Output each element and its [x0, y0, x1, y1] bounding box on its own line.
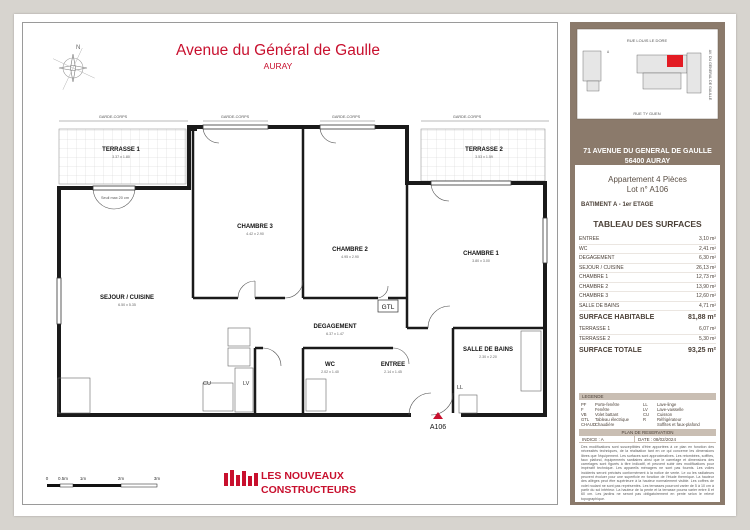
- address-line2: 56400 AURAY: [624, 158, 671, 165]
- site-minimap: [571, 23, 724, 125]
- terrace-row-name: TERRASSE 2: [579, 335, 611, 342]
- minimap-street-side: AV. DU GENERAL DE GAULLE: [708, 49, 712, 101]
- brand-logo: [224, 470, 356, 496]
- minimap-building-a-label: A: [607, 50, 610, 54]
- surface-row-name: WC: [579, 245, 588, 252]
- garde-corps-labels: [99, 115, 482, 119]
- scale-tick-0: 0: [45, 476, 49, 481]
- seuil-label: Seuil max 20 cm: [100, 196, 130, 200]
- surface-row-name: ENTREE: [579, 236, 600, 242]
- fixture-label-lv: LV: [243, 381, 250, 387]
- surface-row: ENTREE 3,10 m²: [579, 235, 716, 245]
- surface-row: CHAMBRE 2 13,90 m²: [579, 283, 716, 293]
- plan-subtitle: AURAY: [263, 61, 293, 71]
- surfaces-table: [579, 235, 716, 358]
- lot-marker-label: A106: [429, 424, 447, 431]
- surfaces-title: TABLEAU DES SURFACES: [593, 219, 702, 229]
- indice-label: INDICE : A: [582, 437, 604, 442]
- scale-tick-2: 2m: [117, 476, 125, 481]
- panel-content: [575, 165, 720, 502]
- apartment-type: Appartement 4 Pièces: [608, 175, 687, 184]
- floor-plan-drawing: [23, 23, 557, 504]
- minimap-street-top: RUE LOUIS LE DORE: [626, 38, 668, 43]
- brand-line2: CONSTRUCTEURS: [261, 484, 357, 496]
- room-dims-terrasse2: 3.53 x 1.59: [475, 155, 493, 159]
- room-dims-entree: 2.14 x 1.45: [384, 370, 402, 374]
- room-name-degagement: DEGAGEMENT: [313, 324, 357, 330]
- surface-row-name: SEJOUR / CUISINE: [579, 264, 624, 271]
- terrace-row: TERRASSE 2 5,30 m²: [579, 335, 716, 345]
- room-dims-sejour: 6.50 x 5.35: [118, 303, 136, 307]
- room-name-sejour: SEJOUR / CUISINE: [99, 295, 155, 301]
- scale-tick-3: 3m: [153, 476, 161, 481]
- room-name-terrasse1: TERRASSE 1: [102, 147, 140, 153]
- room-dims-chambre2: 4.95 x 2.90: [341, 255, 359, 259]
- gtl-label: GTL: [381, 304, 395, 311]
- garde-corps-label-1: GARDE-CORPS: [98, 115, 128, 119]
- room-name-terrasse2: TERRASSE 2: [465, 147, 503, 153]
- legend-block: [579, 393, 716, 501]
- garde-corps-label-2: GARDE-CORPS: [220, 115, 250, 119]
- terrace-row: TERRASSE 1 6,07 m²: [579, 325, 716, 335]
- fixture-label-cu: CU: [203, 381, 211, 387]
- room-name-chambre2: CHAMBRE 2: [332, 247, 368, 253]
- room-name-wc: WC: [325, 362, 335, 368]
- room-dims-terrasse1: 3.37 x 1.80: [112, 155, 130, 159]
- room-dims-chambre1: 3.80 x 3.00: [472, 259, 490, 263]
- room-dims-degagement: 6.37 x 1.47: [326, 332, 344, 336]
- room-dims-wc: 2.02 x 1.40: [321, 370, 339, 374]
- garde-corps-label-4: GARDE-CORPS: [452, 115, 482, 119]
- batiment-label: BATIMENT A - 1er ETAGE: [581, 202, 654, 208]
- disclaimer-text: Des modifications sont susceptibles d'être apportées à ce plan en fonction des nécessités techniques, de la réalisation tant en ce qui concerne les dimensions libres que l'équipement. Les surfaces sont approximatives. Les retombées, soffites, faux plafond, équipements sanitaires ainsi que le carrelage et dimensions des carrelages sont figurés à titre indicatif, et peuvent subir des modifications pour impératif technique. Les appareils ménagers ne sont pas fournis. Les voiles incidents seront précisés conformément à la notice de vente. Le ou les radiateurs peuvent évoluer pour une superficie en fonction de l'étude thermique. La hauteur des allèges peut être supérieure à la hauteur normalement visible. Les coffres de volet roulant ne sont pas représentés. Les terrasses pourront varier de 5 à 10 cm à partir du sol intérieur. La hauteur de la pente et la terrasse pourra varier entre 8 et 60 cm. Les jardins ne seront pas obligatoirement en pente selon le relevé topographique.: [581, 445, 714, 501]
- room-name-entree: ENTREE: [380, 362, 406, 368]
- indice-date-row: [579, 436, 716, 443]
- address: [571, 147, 724, 167]
- surface-row: SEJOUR / CUISINE 26,13 m²: [579, 264, 716, 274]
- surface-row: WC 2,41 m²: [579, 245, 716, 255]
- fixture-label-ll: LL: [457, 385, 464, 391]
- lot-marker-icon: [433, 412, 443, 419]
- surface-row-name: CHAMBRE 1: [579, 274, 609, 280]
- minimap-street-bottom: RUE TY GUEN: [633, 111, 661, 116]
- surface-row: DEGAGEMENT 6,30 m²: [579, 254, 716, 264]
- date-label: DATE : 08/02/2024: [634, 436, 716, 442]
- legend-grid: PF Porte-fenêtre LL Lave-linge F Fenêtre LV Lave-vaisselle VB Volet battant CU Cuisson GTL Tableau électrique R Réfrigérateur CHAUD Chaudière Soffites et faux-plafond: [581, 402, 700, 427]
- terrace-row-name: TERRASSE 1: [579, 326, 611, 332]
- room-dims-chambre3: 4.42 x 2.90: [246, 232, 264, 236]
- surface-row: CHAMBRE 3 12,60 m²: [579, 292, 716, 302]
- info-panel: [570, 22, 725, 505]
- plan-title: Avenue du Général de Gaulle: [176, 42, 380, 59]
- surface-row-name: DEGAGEMENT: [579, 255, 615, 261]
- lot-number: Lot n° A106: [626, 185, 669, 194]
- scale-tick-05: 0.5m: [57, 476, 69, 481]
- compass-icon: [53, 45, 95, 90]
- surface-habitable-label: SURFACE HABITABLE: [579, 314, 655, 321]
- compass-north-label: N: [76, 45, 81, 51]
- room-name-sdb: SALLE DE BAINS: [462, 347, 514, 353]
- surface-row-name: CHAMBRE 2: [579, 283, 609, 290]
- minimap-lot-highlight: [667, 55, 683, 67]
- fixtures: [58, 328, 541, 413]
- apartment-info: [575, 175, 720, 195]
- brand-line1: LES NOUVEAUX: [261, 470, 344, 482]
- address-line1: 71 AVENUE DU GENERAL DE GAULLE: [583, 148, 712, 155]
- surface-habitable-value: 81,88 m²: [687, 314, 716, 321]
- surface-totale-value: 93,25 m²: [687, 347, 716, 354]
- surface-habitable-row: [579, 311, 716, 325]
- room-dims-sdb: 2.30 x 2.20: [479, 355, 497, 359]
- surface-row-name: SALLE DE BAINS: [579, 302, 620, 309]
- floor-plan-frame: [22, 22, 558, 505]
- plan-reservation-title: PLAN DE RESERVATION: [579, 429, 716, 436]
- room-name-chambre3: CHAMBRE 3: [237, 224, 273, 230]
- garde-corps-label-3: GARDE-CORPS: [331, 115, 361, 119]
- scale-tick-1: 1m: [79, 476, 87, 481]
- legend-title: LEGENDE: [579, 393, 716, 400]
- surface-totale-row: [579, 344, 716, 358]
- surface-row: SALLE DE BAINS 4,71 m²: [579, 302, 716, 312]
- scale-bar: [46, 476, 161, 487]
- room-name-chambre1: CHAMBRE 1: [463, 251, 499, 257]
- surface-row: CHAMBRE 1 12,73 m²: [579, 273, 716, 283]
- surface-totale-label: SURFACE TOTALE: [579, 347, 642, 354]
- surface-row-name: CHAMBRE 3: [579, 293, 609, 299]
